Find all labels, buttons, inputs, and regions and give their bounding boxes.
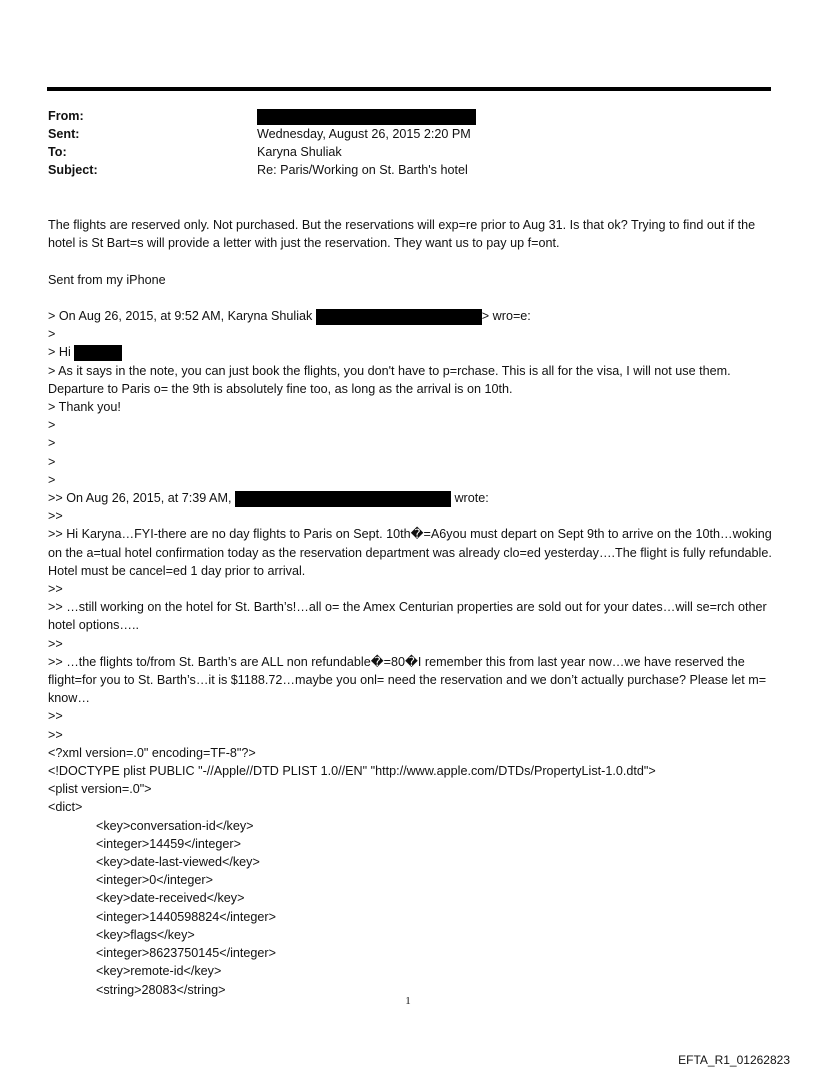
quote-paragraph: > As it says in the note, you can just book the flights, you don't have to p=rchase. This is all for the visa, I will not use them. Departure to Paris o= the 9th is absolutely fine too, as long as the arrival is on 10th.	[48, 363, 731, 396]
plist-line: <integer>0</integer>	[96, 873, 213, 888]
plist-line: <key>conversation-id</key>	[96, 818, 254, 833]
page-number: 1	[405, 995, 411, 1007]
subject-value: Re: Paris/Working on St. Barth's hotel	[257, 163, 468, 177]
quote-greeting	[48, 343, 778, 361]
quote-line: >	[48, 472, 56, 487]
nested-quote-header-line	[48, 489, 778, 507]
quote-line: >	[48, 418, 56, 433]
plist-line: <string>28083</string>	[96, 982, 226, 997]
quote-header-prefix: > On Aug 26, 2015, at 9:52 AM, Karyna Shuliak	[48, 308, 313, 323]
nested-quote-paragraph: >> Hi Karyna…FYI-there are no day flights to Paris on Sept. 10th�=A6you must depart on Sept 9th to arrive on the 10th…woking on the a=tual hotel confirmation today as the reservation department was already clo=ed yesterday….The flight is fully refundable. Hotel must be cancel=ed 1 day prior to arrival.	[48, 527, 772, 578]
quote-greeting-text: > Hi	[48, 345, 71, 360]
plist-line: <key>remote-id</key>	[96, 964, 222, 979]
redaction-box	[235, 491, 451, 507]
body-paragraph: The flights are reserved only. Not purchased. But the reservations will exp=re prior to Aug 31. Is that ok? Trying to find out if the hotel is St Bart=s will provide a letter with just the reservation. They want us to pay up f=ont.	[48, 218, 756, 251]
plist-open-tag: <plist version=.0">	[48, 782, 152, 797]
redaction-box	[316, 309, 482, 325]
email-body	[48, 216, 778, 999]
blank-line	[48, 289, 778, 307]
quote-header-line	[48, 307, 778, 325]
to-label: To:	[48, 145, 67, 159]
nested-quote-paragraph: >> …the flights to/from St. Barth’s are ALL non refundable�=80�I remember this from last year now…we have reserved the flight=for you to St. Barth’s…it is $1188.72…maybe you onl= need the reservation and we don’t actually purchase? Please let m= know…	[48, 654, 767, 706]
sent-label: Sent:	[48, 127, 80, 141]
plist-doctype: <!DOCTYPE plist PUBLIC "-//Apple//DTD PLIST 1.0//EN" "http://www.apple.com/DTDs/PropertyList-1.0.dtd">	[48, 764, 656, 779]
plist-line: <integer>8623750145</integer>	[96, 946, 276, 961]
plist-line: <key>flags</key>	[96, 927, 195, 942]
nested-quote-header-suffix: wrote:	[454, 491, 489, 506]
plist-line: <key>date-received</key>	[96, 891, 245, 906]
quote-line: >	[48, 436, 56, 451]
nested-quote-line: >>	[48, 582, 63, 597]
quote-thanks: > Thank you!	[48, 400, 121, 414]
plist-line: <integer>1440598824</integer>	[96, 909, 276, 924]
plist-dict-open: <dict>	[48, 800, 83, 815]
from-value	[257, 107, 476, 125]
nested-quote-line: >>	[48, 636, 63, 651]
nested-quote-line: >>	[48, 709, 63, 724]
nested-quote-line: >>	[48, 727, 63, 742]
nested-quote-header-prefix: >> On Aug 26, 2015, at 7:39 AM,	[48, 491, 232, 506]
header-rule	[47, 87, 771, 91]
from-label: From:	[48, 109, 84, 123]
subject-label: Subject:	[48, 163, 98, 177]
plist-line: <key>date-last-viewed</key>	[96, 855, 260, 870]
to-value: Karyna Shuliak	[257, 145, 342, 159]
redaction-box	[74, 345, 122, 361]
blank-line	[48, 252, 778, 270]
quote-line: >	[48, 327, 56, 342]
plist-line: <integer>14459</integer>	[96, 836, 241, 851]
quote-line: >	[48, 454, 56, 469]
signature: Sent from my iPhone	[48, 272, 166, 287]
sent-value: Wednesday, August 26, 2015 2:20 PM	[257, 127, 471, 141]
bates-number: EFTA_R1_01262823	[678, 1053, 790, 1067]
redaction-box	[257, 109, 476, 125]
nested-quote-paragraph: >> …still working on the hotel for St. Barth’s!…all o= the Amex Centurian properties are sold out for your dates…will se=rch other hotel options…..	[48, 600, 767, 633]
plist-xml-declaration: <?xml version=.0" encoding=TF-8"?>	[48, 745, 256, 760]
nested-quote-line: >>	[48, 509, 63, 524]
quote-header-suffix: > wro=e:	[481, 308, 531, 323]
